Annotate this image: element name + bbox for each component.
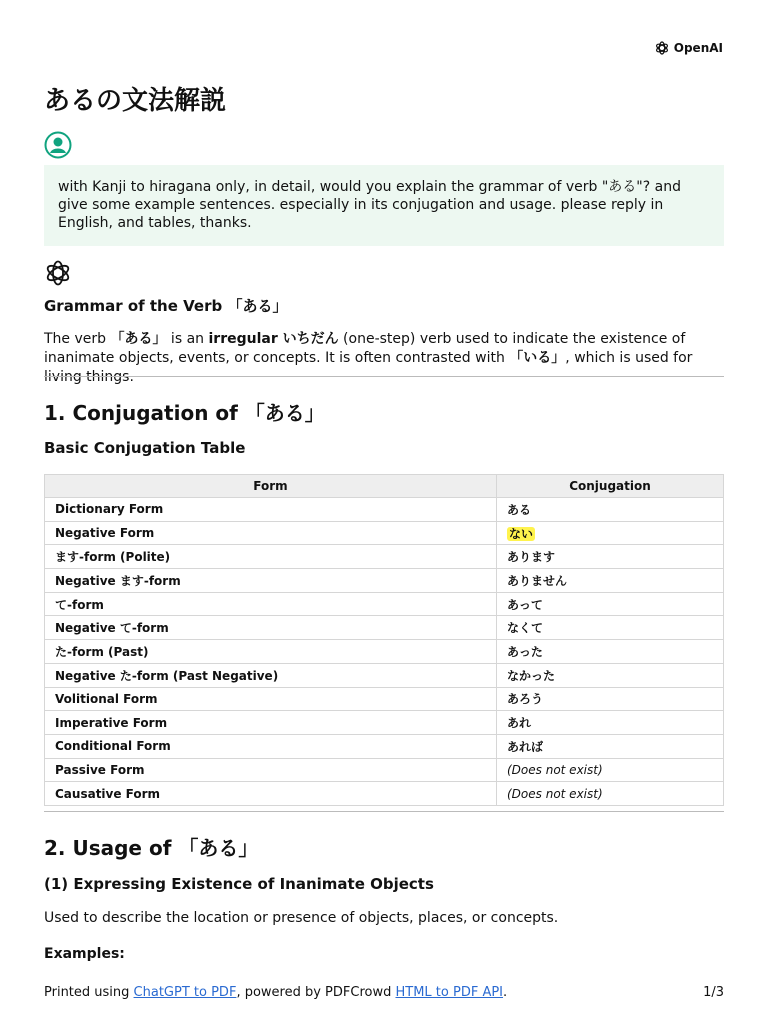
conjugation-cell: なかった [497, 663, 724, 687]
section1-title: 1. Conjugation of 「ある」 [44, 401, 325, 425]
conjugation-cell: ある [497, 498, 724, 522]
user-prompt: with Kanji to hiragana only, in detail, would you explain the grammar of verb "ある"? and give some example sentences. especially in its conjugation and usage. please reply in English, and tables, thanks. [44, 165, 724, 246]
openai-icon [654, 40, 670, 56]
highlighted-text: ない [509, 526, 534, 541]
table-row [45, 663, 724, 687]
table-row [45, 616, 724, 640]
chatgpt-to-pdf-link[interactable]: ChatGPT to PDF [133, 985, 237, 1000]
intro-paragraph [44, 330, 724, 387]
form-cell: て-form [45, 592, 497, 616]
intro-text-2: is an [166, 331, 209, 347]
form-cell: Volitional Form [45, 687, 497, 711]
table-row [45, 592, 724, 616]
user-avatar-icon [44, 131, 72, 159]
table-row [45, 521, 724, 545]
table-row [45, 782, 724, 806]
section2-title: 2. Usage of 「ある」 [44, 836, 259, 860]
section1-subtitle: Basic Conjugation Table [44, 439, 246, 457]
footer-suffix: . [503, 985, 508, 1000]
intro-bold-1: 「ある」 [110, 331, 167, 347]
form-cell: Passive Form [45, 758, 497, 782]
chatgpt-icon [44, 259, 72, 287]
conjugation-cell: あった [497, 640, 724, 664]
footer-credit [44, 985, 507, 1000]
form-cell: Imperative Form [45, 711, 497, 735]
conjugation-cell: (Does not exist) [497, 782, 724, 806]
intro-text-4: , which is used for living things. [44, 350, 693, 385]
table-row [45, 734, 724, 758]
section2-subtitle: (1) Expressing Existence of Inanimate Objects [44, 875, 434, 893]
form-cell: Dictionary Form [45, 498, 497, 522]
html-to-pdf-api-link[interactable]: HTML to PDF API [395, 985, 504, 1000]
form-cell: Negative て-form [45, 616, 497, 640]
footer-middle: , powered by PDFCrowd [236, 985, 396, 1000]
page-title: あるの文法解説 [44, 86, 227, 116]
conjugation-cell: (Does not exist) [497, 758, 724, 782]
intro-text-3: (one-step) verb used to indicate the existence of inanimate objects, events, or concepts. It is often contrasted with [44, 331, 686, 366]
divider [44, 376, 724, 377]
table-row [45, 687, 724, 711]
examples-label: Examples: [44, 946, 125, 962]
form-cell: Conditional Form [45, 734, 497, 758]
table-row [45, 711, 724, 735]
intro-text-1: The verb [44, 331, 111, 347]
table-row [45, 640, 724, 664]
conjugation-cell: あれ [497, 711, 724, 735]
conjugation-cell: ありません [497, 569, 724, 593]
response-heading: Grammar of the Verb 「ある」 [44, 297, 288, 315]
conjugation-table [44, 474, 724, 806]
table-row [45, 569, 724, 593]
conjugation-cell: あって [497, 592, 724, 616]
form-cell: Negative ます-form [45, 569, 497, 593]
form-cell: Causative Form [45, 782, 497, 806]
table-row [45, 498, 724, 522]
form-cell: ます-form (Polite) [45, 545, 497, 569]
footer-prefix: Printed using [44, 985, 134, 1000]
table-row [45, 758, 724, 782]
conjugation-cell [497, 521, 724, 545]
form-cell: Negative た-form (Past Negative) [45, 663, 497, 687]
table-row [45, 545, 724, 569]
brand-name: OpenAI [673, 41, 723, 55]
conjugation-cell: あろう [497, 687, 724, 711]
page-number: 1/3 [703, 985, 724, 1000]
section2-text: Used to describe the location or presence of objects, places, or concepts. [44, 910, 559, 926]
form-cell: た-form (Past) [45, 640, 497, 664]
table-header-conjugation: Conjugation [497, 475, 724, 498]
conjugation-cell: なくて [497, 616, 724, 640]
conjugation-cell: あります [497, 545, 724, 569]
footer [44, 985, 724, 1000]
intro-bold-2: irregular いちだん [208, 331, 339, 347]
form-cell: Negative Form [45, 521, 497, 545]
table-header-form: Form [45, 475, 497, 498]
intro-bold-3: 「いる」 [509, 350, 566, 366]
openai-logo [654, 40, 723, 56]
conjugation-cell: あれば [497, 734, 724, 758]
divider [44, 811, 724, 812]
